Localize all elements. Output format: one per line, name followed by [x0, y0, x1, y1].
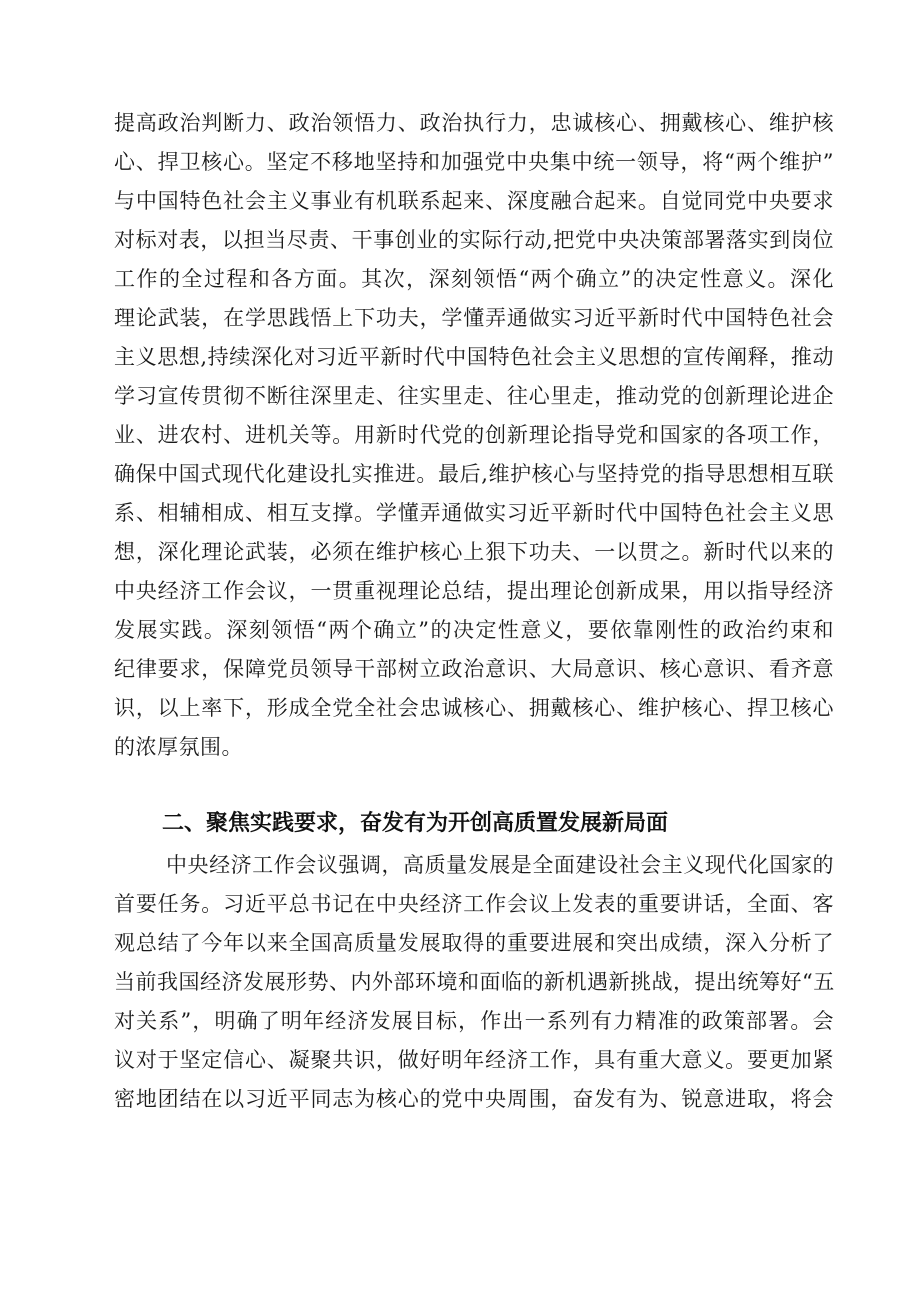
text-line: 与中国特色社会主义事业有机联系起来、深度融合起来。自觉同党中央要求 [114, 189, 834, 213]
text-line: 的浓厚氛围。 [114, 735, 243, 759]
text-line: 想，深化理论武装，必须在维护核心上狠下功夫、一以贯之。新时代以来的 [114, 540, 834, 564]
text-line: 观总结了今年以来全国高质量发展取得的重要进展和突出成绩，深入分析了 [114, 931, 834, 955]
text-line: 首要任务。习近平总书记在中央经济工作会议上发表的重要讲话，全面、客 [114, 892, 834, 916]
text-line: 纪律要求，保障党员领导干部树立政治意识、大局意识、核心意识、看齐意 [114, 657, 834, 681]
text-line: 中央经济工作会议，一贯重视理论总结，提出理论创新成果，用以指导经济 [114, 579, 834, 603]
text-line: 当前我国经济发展形势、内外部环境和面临的新机遇新挑战，提出统筹好“五 [114, 970, 835, 994]
text-line: 议对于坚定信心、凝聚共识，做好明年经济工作，具有重大意义。要更加紧 [114, 1048, 834, 1072]
text-line: 业、进农村、进机关等。用新时代党的创新理论指导党和国家的各项工作， [114, 423, 834, 447]
text-line: 发展实践。深刻领悟“两个确立”的决定性意义，要依靠刚性的政治约束和 [114, 618, 834, 642]
text-line: 对标对表，以担当尽责、干事创业的实际行动,把党中央决策部署落实到岗位 [114, 228, 834, 252]
text-line: 系、相辅相成、相互支撑。学懂弄通做实习近平新时代中国特色社会主义思 [114, 501, 834, 525]
paragraph-1 [114, 104, 834, 767]
text-line: 中央经济工作会议强调，高质量发展是全面建设社会主义现代化国家的 [166, 853, 834, 877]
text-line: 识，以上率下，形成全党全社会忠诚核心、拥戴核心、维护核心、捍卫核心 [114, 696, 834, 720]
text-line: 心、捍卫核心。坚定不移地坚持和加强党中央集中统一领导，将“两个维护” [114, 150, 834, 174]
text-line: 主义思想,持续深化对习近平新时代中国特色社会主义思想的宣传阐释，推动 [114, 345, 834, 369]
text-line: 密地团结在以习近平同志为核心的党中央周围，奋发有为、锐意进取，将会 [114, 1087, 834, 1111]
text-line: 理论武装，在学思践悟上下功夫，学懂弄通做实习近平新时代中国特色社会 [114, 306, 834, 330]
text-line: 对关系”，明确了明年经济发展目标，作出一系列有力精准的政策部署。会 [114, 1009, 834, 1033]
section-heading: 二、聚焦实践要求，奋发有为开创高质置发展新局面 [162, 811, 669, 836]
text-line: 确保中国式现代化建设扎实推进。最后,维护核心与坚持党的指导思想相互联 [114, 462, 834, 486]
paragraph-2 [114, 846, 834, 1119]
text-line: 工作的全过程和各方面。其次，深刻领悟“两个确立”的决定性意义。深化 [114, 267, 834, 291]
text-line: 提高政治判断力、政治领悟力、政治执行力，忠诚核心、拥戴核心、维护核 [114, 111, 834, 135]
text-line: 学习宣传贯彻不断往深里走、往实里走、往心里走，推动党的创新理论进企 [114, 384, 834, 408]
